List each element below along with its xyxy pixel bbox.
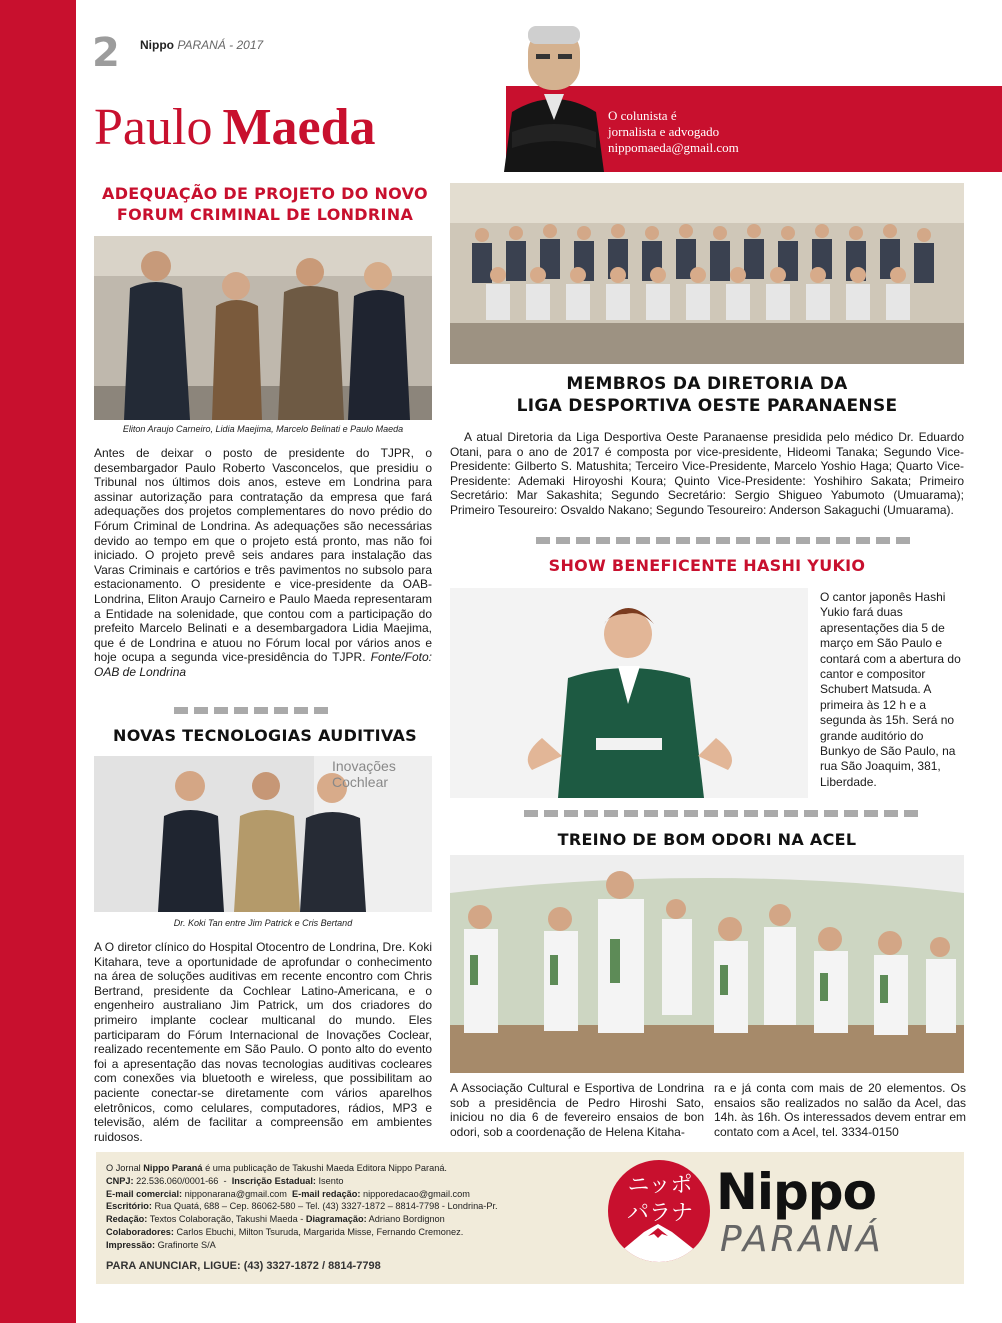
auditivas-headline: NOVAS TECNOLOGIAS AUDITIVAS <box>113 726 417 745</box>
logo-subtitle: PARANÁ <box>720 1219 884 1260</box>
columnist-bio-line1: O colunista é <box>608 108 677 123</box>
masthead <box>140 38 263 52</box>
footer-email-commercial[interactable]: nipponarana@gmail.com <box>184 1188 287 1199</box>
forum-photo-caption: Eliton Araujo Carneiro, Lidia Maejima, Marcelo Belinati e Paulo Maeda <box>122 424 404 434</box>
columnist-email[interactable]: nippomaeda@gmail.com <box>608 140 739 155</box>
auditivas-banner-line1: Inovações <box>332 758 396 774</box>
liga-group-photo <box>450 183 964 364</box>
auditivas-photo-caption: Dr. Koki Tan entre Jim Patrick e Cris Bertand <box>173 918 353 928</box>
auditivas-photo <box>94 756 432 912</box>
auditivas-banner-line2: Cochlear <box>332 774 389 790</box>
footer-impressao: Impressão: Grafinorte S/A <box>106 1239 216 1250</box>
section-divider <box>536 537 910 544</box>
left-red-bar <box>0 0 76 1323</box>
logo-japanese-text: ニッポ パラナ <box>626 1173 693 1226</box>
columnist-name <box>94 96 376 160</box>
odori-body-col1: A Associação Cultural e Esportiva de Londrina sob a presidência de Pedro Hiroshi Sato, iniciou no dia 6 de fevereiro ensaios de bon odori, sob a coordenação de Helena Kitaha- <box>450 1081 704 1139</box>
forum-credit: Fonte/Foto: OAB de Londrina <box>94 650 432 679</box>
columnist-first-name: Paulo <box>94 99 213 156</box>
liga-headline-line2: LIGA DESPORTIVA OESTE PARANAENSE <box>516 396 898 416</box>
mountain-icon <box>608 1222 710 1262</box>
forum-body <box>94 446 432 680</box>
nippo-parana-logo <box>608 1160 898 1272</box>
forum-body-text: Antes de deixar o posto de presidente do TJPR, o desembargador Paulo Roberto Vasconcelos, que presidiu o Tribunal nos últimos dois anos, esteve em Londrina para assinar autorização para contratação da empresa que fará adequações dos projetos complementares do novo prédio do Fórum Criminal de Londrina. As adequações são necessárias devido ao tempo em que o projeto está pronto, mas não foi iniciado. O projeto prevê seis andares para instalação das Varas Criminais e cartórios e três pavimentos no subsolo para estacionamento. O presidente e vice-presidente da OAB-Londrina, Eliton Araujo Carneiro e Paulo Maeda representaram a Entidade na solenidade, que contou com a participação do prefeito Marcelo Belinati e a desembargadora Lidia Maejima, que é de Londrina e atuou no Fórum local por vários anos e hoje ocupa a segunda vice-presidência do TJPR. <box>94 446 432 665</box>
footer-advert-line: PARA ANUNCIAR, LIGUE: (43) 3327-1872 / 8814-7798 <box>106 1260 381 1272</box>
footer-colaboradores: Colaboradores: Carlos Ebuchi, Milton Tsuruda, Margarida Misse, Fernando Cremonez. <box>106 1226 464 1237</box>
footer-intro: O Jornal Nippo Paraná é uma publicação de Takushi Maeda Editora Nippo Paraná. <box>106 1163 447 1173</box>
forum-photo <box>94 236 432 420</box>
hashi-body: O cantor japonês Hashi Yukio fará duas apresentações dia 5 de março em São Paulo e contará com a abertura do cantor e compositor Schubert Matsuda. A primeira às 12 h e a segunda às 15h. Será no grande auditório do Bunkyo de São Paulo, na rua São Joaquim, 381, Liberdade. <box>820 590 961 789</box>
liga-body <box>450 430 964 518</box>
liga-body-text: A atual Diretoria da Liga Desportiva Oeste Paranaense presidida pelo médico Dr. Eduardo Otani, para o ano de 2017 é composta por vice-presidente, Hideomi Tanaka; Segundo Vice-Presidente: Gilberto S. Matushita; Terceiro Vice-Presidente, Marcelo Yoshio Haga; Quarto Vice-Presidente: Ademaki Hiroyoshi Koura; Quinto Vice-Presidente: Yoshihiro Sakata; Primeiro Secretário: Mar Sakashita; Segundo Secretário: Sergio Shigueo Yabumoto (Umuarama); Primeiro Tesoureiro: Osvaldo Nakano; Segundo Tesoureiro: Anderson Sakaguchi (Umuarama). <box>450 430 964 517</box>
logo-wordmark: Nippo <box>716 1163 876 1221</box>
odori-photo <box>450 855 964 1073</box>
footer-email-redacao[interactable]: nipporedacao@gmail.com <box>363 1188 470 1199</box>
hashi-headline: SHOW BENEFICENTE HASHI YUKIO <box>548 556 866 575</box>
masthead-publication: Nippo <box>140 38 174 52</box>
odori-body-col2: ra e já conta com mais de 20 elementos. Os ensaios são realizados no salão da Acel, das 14h. às 16h. Os interessados devem entrar em contato com a Acel, tel. 3334-0150 <box>714 1081 966 1139</box>
columnist-bio-line2: jornalista e advogado <box>608 124 720 139</box>
columnist-bio <box>608 108 739 156</box>
footer-cnpj: CNPJ: 22.536.060/0001-66 - Inscrição Estadual: Isento <box>106 1175 344 1186</box>
liga-headline <box>450 373 964 417</box>
forum-headline-line2: FORUM CRIMINAL DE LONDRINA <box>116 205 414 224</box>
footer-credits <box>106 1162 498 1252</box>
footer-emails: E-mail comercial: nipponarana@gmail.com E-mail redação: nipporedacao@gmail.com <box>106 1188 470 1199</box>
section-divider <box>524 810 918 817</box>
columnist-last-name: Maeda <box>222 99 376 156</box>
forum-headline-line1: ADEQUAÇÃO DE PROJETO DO NOVO <box>102 184 428 203</box>
liga-headline-line1: MEMBROS DA DIRETORIA DA <box>566 374 848 394</box>
odori-headline: TREINO DE BOM ODORI NA ACEL <box>557 830 857 849</box>
footer-redacao: Redação: Textos Colaboração, Takushi Maeda - Diagramação: Adriano Bordignon <box>106 1214 445 1225</box>
forum-headline <box>90 183 440 225</box>
masthead-edition: PARANÁ - 2017 <box>177 38 264 52</box>
section-divider <box>174 707 328 714</box>
auditivas-body: A O diretor clínico do Hospital Otocentro de Londrina, Dre. Koki Kitahara, teve a oportunidade de aprofundar o conhecimento na área de soluções auditivas em recente encontro com Chris Bertrand, presidente da Cochlear Latino-Americana, e o engenheiro australiano Jim Patrick, um dos criadores do primeiro implante coclear multicanal do mundo. Eles participaram do Fórum Internacional de Inovações Coclear, realizado recentemente em São Paulo. O ponto alto do evento foi a apresentação das novas tecnologias auditivas cocleares com conexões via bluetooth e wireless, que possibilitam ao paciente conectar-se diretamente com vários aparelhos eletrônicos, como celulares, computadores, rádios, MP3 e televisão, além de facilitar a compreensão em ambientes ruidosos. <box>94 940 432 1144</box>
logo-red-sun <box>608 1160 710 1262</box>
footer-office: Escritório: Rua Quatá, 688 – Cep. 86062-580 – Tel. (43) 3327-1872 – 8814-7798 - Londrina-Pr. <box>106 1201 498 1212</box>
footer-intro-name: Nippo Paraná <box>143 1163 203 1173</box>
page-number: 2 <box>92 30 120 76</box>
columnist-portrait <box>498 20 610 172</box>
auditivas-photo-banner <box>332 758 396 790</box>
hashi-photo <box>450 588 808 798</box>
